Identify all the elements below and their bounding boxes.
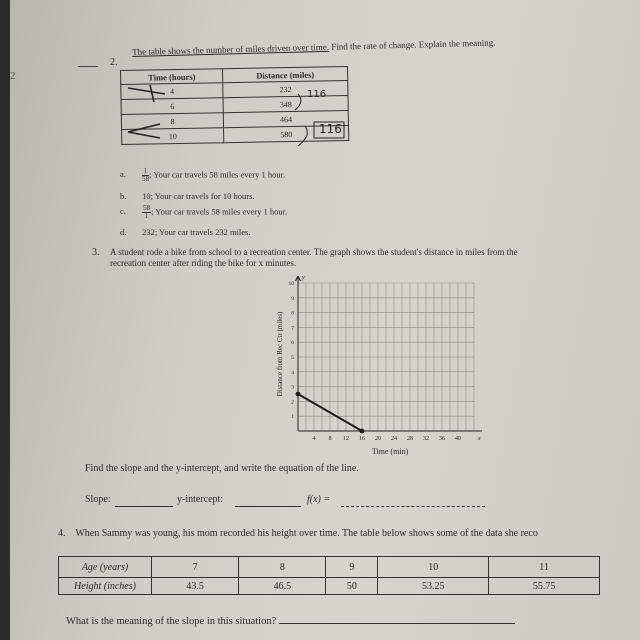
height-label: Height (inches) [59, 578, 152, 595]
x-tick-label: 12 [343, 436, 349, 442]
q2-prompt [132, 36, 552, 58]
frac-num: 1 [143, 167, 148, 175]
frac-den: 1 [144, 212, 149, 220]
q3-number: 3. [92, 247, 100, 258]
worksheet-page [10, 0, 640, 640]
y-tick-label: 3 [291, 384, 294, 391]
q4-number: 4. [58, 528, 66, 539]
chart-axes [296, 276, 483, 442]
table-cell: 53.25 [378, 578, 489, 595]
chart-ticks [289, 281, 462, 442]
data-point [296, 392, 301, 397]
q4-meaning-question [66, 616, 515, 627]
table-cell: 10 [122, 128, 225, 145]
option-letter: b. [120, 191, 127, 201]
meaning-text: What is the meaning of the slope in this situation? [66, 616, 277, 627]
q3-prompt-line2: recreation center after riding the bike for x minutes. [110, 258, 297, 268]
q3-prompt [110, 247, 620, 269]
slope-answer-blank[interactable] [115, 506, 173, 507]
q3-prompt-line1: A student rode a bike from school to a recreation center. The graph shows the student's distance in miles from the [110, 247, 518, 257]
y-tick-label: 2 [291, 399, 294, 406]
table-cell: 464 [224, 111, 349, 128]
y-tick-label: 6 [291, 340, 294, 347]
x-tick-label: 40 [455, 436, 461, 442]
x-tick-label: 16 [359, 436, 365, 442]
y-axis-letter: y [302, 276, 305, 281]
y-tick-label: 5 [291, 355, 294, 361]
y-axis-label: Distance from Rec Ctr (miles) [276, 311, 284, 397]
table-cell: 10 [378, 557, 489, 578]
option-text: ; Your car travels 58 miles every 1 hour. [149, 169, 286, 180]
y-tick-label: 8 [291, 310, 294, 317]
option-b[interactable] [120, 191, 255, 201]
table-cell: 46.5 [239, 578, 326, 595]
frac-num: 58 [143, 204, 151, 212]
table-cell: 50 [326, 578, 378, 595]
x-axis-label: Time (min) [371, 447, 409, 456]
frac-den: 58 [142, 175, 150, 183]
q4-prompt [58, 528, 538, 539]
option-text: 232; Your car travels 232 miles. [142, 227, 251, 237]
margin-dash [78, 66, 98, 67]
option-text: 10; Your car travels for 10 hours. [142, 191, 255, 201]
function-label: f(x) = [307, 494, 331, 505]
x-tick-label: 28 [407, 436, 413, 442]
q3-instructions: Find the slope and the y-intercept, and write the equation of the line. [85, 463, 359, 474]
table-cell: 11 [489, 557, 600, 578]
option-c[interactable] [120, 205, 287, 220]
table-cell: 8 [239, 557, 326, 578]
option-fraction [142, 205, 151, 220]
y-tick-label: 7 [291, 325, 294, 332]
y-tick-label: 9 [291, 295, 294, 302]
distance-time-chart [268, 276, 508, 456]
slope-label: Slope: [85, 494, 111, 505]
meaning-answer-blank[interactable] [279, 623, 515, 624]
table-header-time: Time (hours) [121, 69, 224, 85]
handwritten-116-top: 116 [307, 89, 327, 100]
y-tick-label: 1 [291, 414, 294, 421]
margin-mark: 2 [10, 70, 16, 82]
option-letter: a. [120, 169, 126, 180]
table-cell: 232 [223, 81, 348, 98]
y-tick-label: 10 [288, 281, 294, 287]
age-row [59, 557, 600, 578]
table-cell: 9 [326, 557, 378, 578]
option-d[interactable] [120, 227, 251, 237]
x-tick-label: 20 [375, 436, 381, 442]
option-letter: c. [120, 206, 126, 217]
y-intercept-label: y-intercept: [177, 494, 224, 505]
data-point [360, 429, 365, 434]
y-tick-label: 4 [291, 369, 294, 376]
table-cell: 7 [152, 557, 239, 578]
table-cell: 580 [224, 126, 349, 143]
x-tick-label: 8 [328, 436, 332, 442]
table-cell: 55.75 [489, 578, 600, 595]
q4-table [58, 556, 600, 595]
option-letter: d. [120, 227, 127, 237]
table-cell: 6 [121, 98, 224, 115]
option-a[interactable] [120, 168, 285, 183]
x-tick-label: 24 [391, 436, 397, 442]
y-intercept-answer-blank[interactable] [235, 506, 301, 507]
q2-prompt-part1: The table shows the number of miles driven over time. [132, 41, 330, 57]
q2-prompt-part2: Find the rate of change. Explain the meaning. [331, 37, 496, 52]
table-header-distance: Distance (miles) [223, 67, 348, 83]
x-axis-letter: x [478, 436, 481, 442]
age-label: Age (years) [59, 557, 152, 578]
handwritten-116-bottom: 116 [319, 122, 342, 136]
equation-answer-blank[interactable] [341, 506, 485, 507]
x-tick-label: 36 [439, 436, 445, 442]
x-tick-label: 32 [423, 436, 429, 442]
x-tick-label: 4 [312, 436, 316, 442]
height-row [59, 578, 600, 595]
table-cell: 43.5 [152, 578, 239, 595]
option-text: ; Your car travels 58 miles every 1 hour. [151, 206, 288, 217]
table-cell: 8 [121, 113, 224, 130]
table-cell: 348 [223, 96, 348, 113]
q4-text: When Sammy was young, his mom recorded his height over time. The table below shows some of the data she reco [75, 528, 538, 539]
q2-number: 2. [110, 57, 118, 68]
table-cell: 4 [121, 83, 224, 100]
